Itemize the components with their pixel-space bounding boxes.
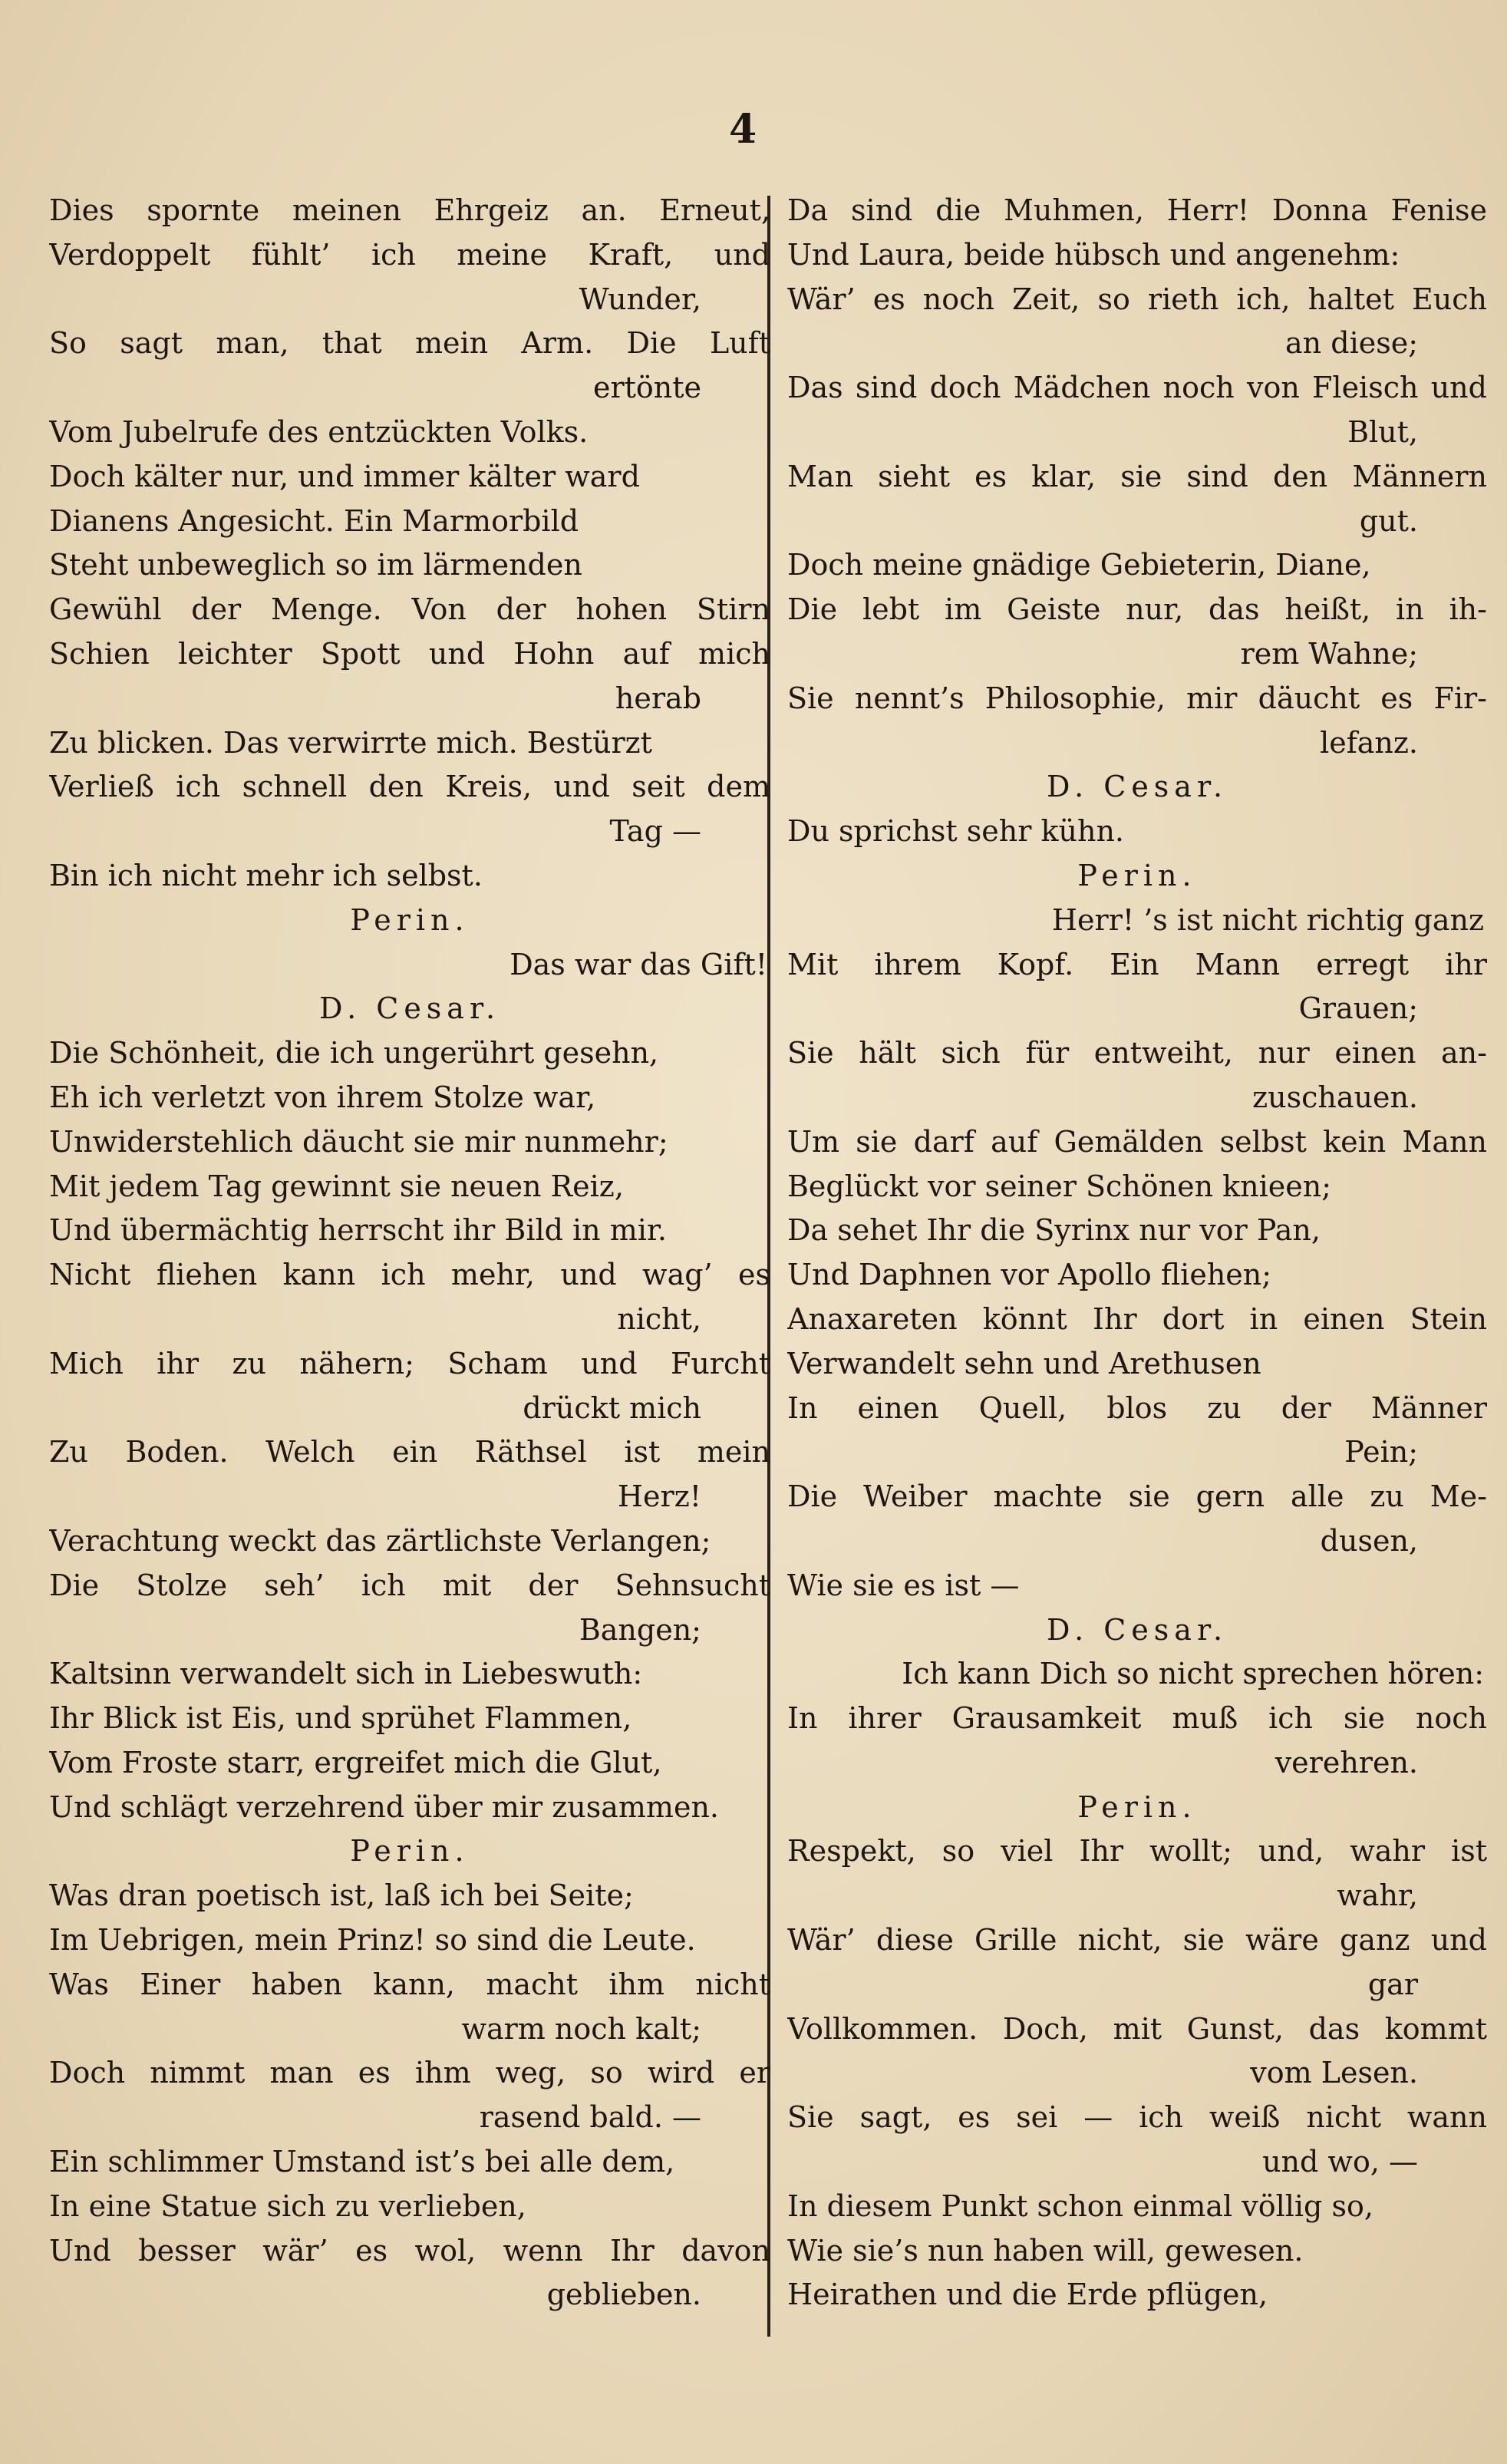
verse-continuation: ertönte bbox=[592, 371, 701, 405]
verse-line: Vollkommen. Doch, mit Gunst, das kommt bbox=[787, 2011, 1487, 2046]
verse-line: Und übermächtig herrscht ihr Bild in mir. bbox=[49, 1213, 667, 1248]
verse-line: Steht unbeweglich so im lärmenden bbox=[49, 548, 582, 582]
verse-line: Verdoppelt fühlt’ ich meine Kraft, und bbox=[49, 237, 770, 272]
verse-line: Ich kann Dich so nicht sprechen hören: bbox=[902, 1657, 1484, 1691]
verse-line: Man sieht es klar, sie sind den Männern bbox=[787, 459, 1487, 493]
verse-continuation: Grauen; bbox=[1298, 991, 1418, 1026]
speaker-name: D. Cesar. bbox=[1046, 770, 1228, 804]
verse-line: Heirathen und die Erde pflügen, bbox=[787, 2278, 1268, 2312]
verse-continuation: rasend bald. — bbox=[479, 2100, 701, 2135]
verse-line: Verwandelt sehn und Arethusen bbox=[787, 1346, 1261, 1380]
verse-line: Die Weiber machte sie gern alle zu Me- bbox=[787, 1479, 1487, 1514]
verse-continuation: nicht, bbox=[617, 1301, 701, 1336]
verse-line: Die lebt im Geiste nur, das heißt, in ih- bbox=[787, 592, 1487, 627]
verse-continuation: warm noch kalt; bbox=[461, 2011, 701, 2046]
verse-continuation: Tag — bbox=[609, 814, 701, 849]
verse-line: Respekt, so viel Ihr wollt; und, wahr ist bbox=[787, 1834, 1487, 1869]
verse-line: Und besser wär’ es wol, wenn Ihr davon bbox=[49, 2233, 770, 2268]
verse-continuation: Herz! bbox=[617, 1479, 701, 1514]
verse-line: Verachtung weckt das zärtlichste Verlangen; bbox=[49, 1523, 711, 1558]
verse-line: Dianens Angesicht. Ein Marmorbild bbox=[49, 503, 579, 538]
verse-continuation: Pein; bbox=[1344, 1435, 1418, 1469]
verse-line: Doch nimmt man es ihm weg, so wird er bbox=[49, 2056, 770, 2090]
verse-line: Sie hält sich für entweiht, nur einen an- bbox=[787, 1036, 1487, 1070]
verse-continuation: Wunder, bbox=[579, 282, 701, 316]
verse-line: In ihrer Grausamkeit muß ich sie noch bbox=[787, 1701, 1487, 1736]
verse-line: In eine Statue sich zu verlieben, bbox=[49, 2189, 526, 2223]
verse-continuation: herab bbox=[615, 681, 701, 715]
verse-line: Beglückt vor seiner Schönen knieen; bbox=[787, 1169, 1332, 1203]
verse-line: Was dran poetisch ist, laß ich bei Seite; bbox=[49, 1879, 634, 1913]
verse-line: Und Laura, beide hübsch und angenehm: bbox=[787, 237, 1400, 272]
verse-line: Ihr Blick ist Eis, und sprühet Flammen, bbox=[49, 1701, 632, 1736]
verse-continuation: gar bbox=[1367, 1967, 1418, 2001]
verse-continuation: rem Wahne; bbox=[1240, 636, 1418, 671]
speaker-name: D. Cesar. bbox=[1046, 1612, 1228, 1647]
verse-line: Das war das Gift! bbox=[509, 947, 767, 981]
verse-continuation: Bangen; bbox=[579, 1612, 701, 1647]
left-column bbox=[49, 189, 770, 2317]
verse-line: Die Stolze seh’ ich mit der Sehnsucht bbox=[49, 1568, 770, 1602]
verse-line: Anaxareten könnt Ihr dort in einen Stein bbox=[787, 1301, 1487, 1336]
verse-line: Doch meine gnädige Gebieterin, Diane, bbox=[787, 548, 1371, 582]
speaker-name: Perin. bbox=[350, 1834, 470, 1869]
page-number: 4 bbox=[729, 106, 757, 153]
verse-line: Wie sie es ist — bbox=[787, 1568, 1020, 1602]
verse-line: Das sind doch Mädchen noch von Fleisch und bbox=[787, 371, 1487, 405]
verse-continuation: gut. bbox=[1359, 503, 1418, 538]
verse-line: Gewühl der Menge. Von der hohen Stirn bbox=[49, 592, 770, 627]
verse-continuation: an diese; bbox=[1285, 326, 1418, 361]
verse-line: Nicht fliehen kann ich mehr, und wag’ es bbox=[49, 1258, 770, 1292]
speaker-name: D. Cesar. bbox=[318, 991, 501, 1026]
verse-line: Kaltsinn verwandelt sich in Liebeswuth: bbox=[49, 1657, 643, 1691]
right-column bbox=[787, 189, 1487, 2317]
verse-continuation: Blut, bbox=[1347, 414, 1418, 449]
verse-line: Schien leichter Spott und Hohn auf mich bbox=[49, 636, 770, 671]
verse-line: Vom Froste starr, ergreifet mich die Glut, bbox=[49, 1745, 662, 1780]
verse-line: In diesem Punkt schon einmal völlig so, bbox=[787, 2189, 1373, 2223]
verse-continuation: wahr, bbox=[1337, 1879, 1418, 1913]
verse-line: Doch kälter nur, und immer kälter ward bbox=[49, 459, 640, 493]
speaker-name: Perin. bbox=[1077, 1789, 1197, 1824]
verse-line: Wär’ diese Grille nicht, sie wäre ganz und bbox=[787, 1923, 1487, 1958]
verse-line: Sie sagt, es sei — ich weiß nicht wann bbox=[787, 2100, 1487, 2135]
verse-continuation: dusen, bbox=[1320, 1523, 1418, 1558]
speaker-name: Perin. bbox=[1077, 858, 1197, 892]
verse-line: Mit ihrem Kopf. Ein Mann erregt ihr bbox=[787, 947, 1487, 981]
verse-line: Da sehet Ihr die Syrinx nur vor Pan, bbox=[787, 1213, 1321, 1248]
verse-line: Herr! ’s ist nicht richtig ganz bbox=[1051, 902, 1484, 937]
verse-line: Da sind die Muhmen, Herr! Donna Fenise bbox=[787, 193, 1487, 227]
verse-line: Eh ich verletzt von ihrem Stolze war, bbox=[49, 1080, 596, 1114]
verse-line: Mit jedem Tag gewinnt sie neuen Reiz, bbox=[49, 1169, 624, 1203]
verse-line: Um sie darf auf Gemälden selbst kein Mann bbox=[787, 1124, 1487, 1159]
verse-line: Du sprichst sehr kühn. bbox=[787, 814, 1125, 849]
verse-continuation: und wo, — bbox=[1262, 2145, 1418, 2179]
verse-line: Bin ich nicht mehr ich selbst. bbox=[49, 858, 483, 892]
verse-line: Dies spornte meinen Ehrgeiz an. Erneut, bbox=[49, 193, 770, 227]
verse-line: Verließ ich schnell den Kreis, und seit dem bbox=[49, 770, 770, 804]
verse-line: Im Uebrigen, mein Prinz! so sind die Leute. bbox=[49, 1923, 696, 1958]
verse-line: Die Schönheit, die ich ungerührt gesehn, bbox=[49, 1036, 659, 1070]
verse-line: Zu Boden. Welch ein Räthsel ist mein bbox=[49, 1435, 770, 1469]
verse-line: Sie nennt’s Philosophie, mir däucht es Fir- bbox=[787, 681, 1487, 715]
verse-continuation: vom Lesen. bbox=[1250, 2056, 1418, 2090]
verse-line: Mich ihr zu nähern; Scham und Furcht bbox=[49, 1346, 770, 1380]
speaker-name: Perin. bbox=[350, 902, 470, 937]
verse-line: Ein schlimmer Umstand ist’s bei alle dem, bbox=[49, 2145, 675, 2179]
verse-line: So sagt man, that mein Arm. Die Luft bbox=[49, 326, 770, 361]
verse-line: Und schlägt verzehrend über mir zusammen. bbox=[49, 1789, 719, 1824]
verse-line: Vom Jubelrufe des entzückten Volks. bbox=[49, 414, 589, 449]
verse-continuation: verehren. bbox=[1275, 1745, 1418, 1780]
verse-continuation: lefanz. bbox=[1320, 725, 1418, 760]
verse-line: Wär’ es noch Zeit, so rieth ich, haltet Euch bbox=[787, 282, 1487, 316]
verse-line: In einen Quell, blos zu der Männer bbox=[787, 1390, 1487, 1425]
verse-line: Zu blicken. Das verwirrte mich. Bestürzt bbox=[49, 725, 652, 760]
verse-continuation: geblieben. bbox=[546, 2278, 701, 2312]
verse-continuation: drückt mich bbox=[523, 1390, 701, 1425]
verse-continuation: zuschauen. bbox=[1252, 1080, 1418, 1114]
verse-line: Was Einer haben kann, macht ihm nicht bbox=[49, 1967, 770, 2001]
verse-line: Unwiderstehlich däucht sie mir nunmehr; bbox=[49, 1124, 668, 1159]
verse-line: Und Daphnen vor Apollo fliehen; bbox=[787, 1258, 1272, 1292]
verse-line: Wie sie’s nun haben will, gewesen. bbox=[787, 2233, 1304, 2268]
